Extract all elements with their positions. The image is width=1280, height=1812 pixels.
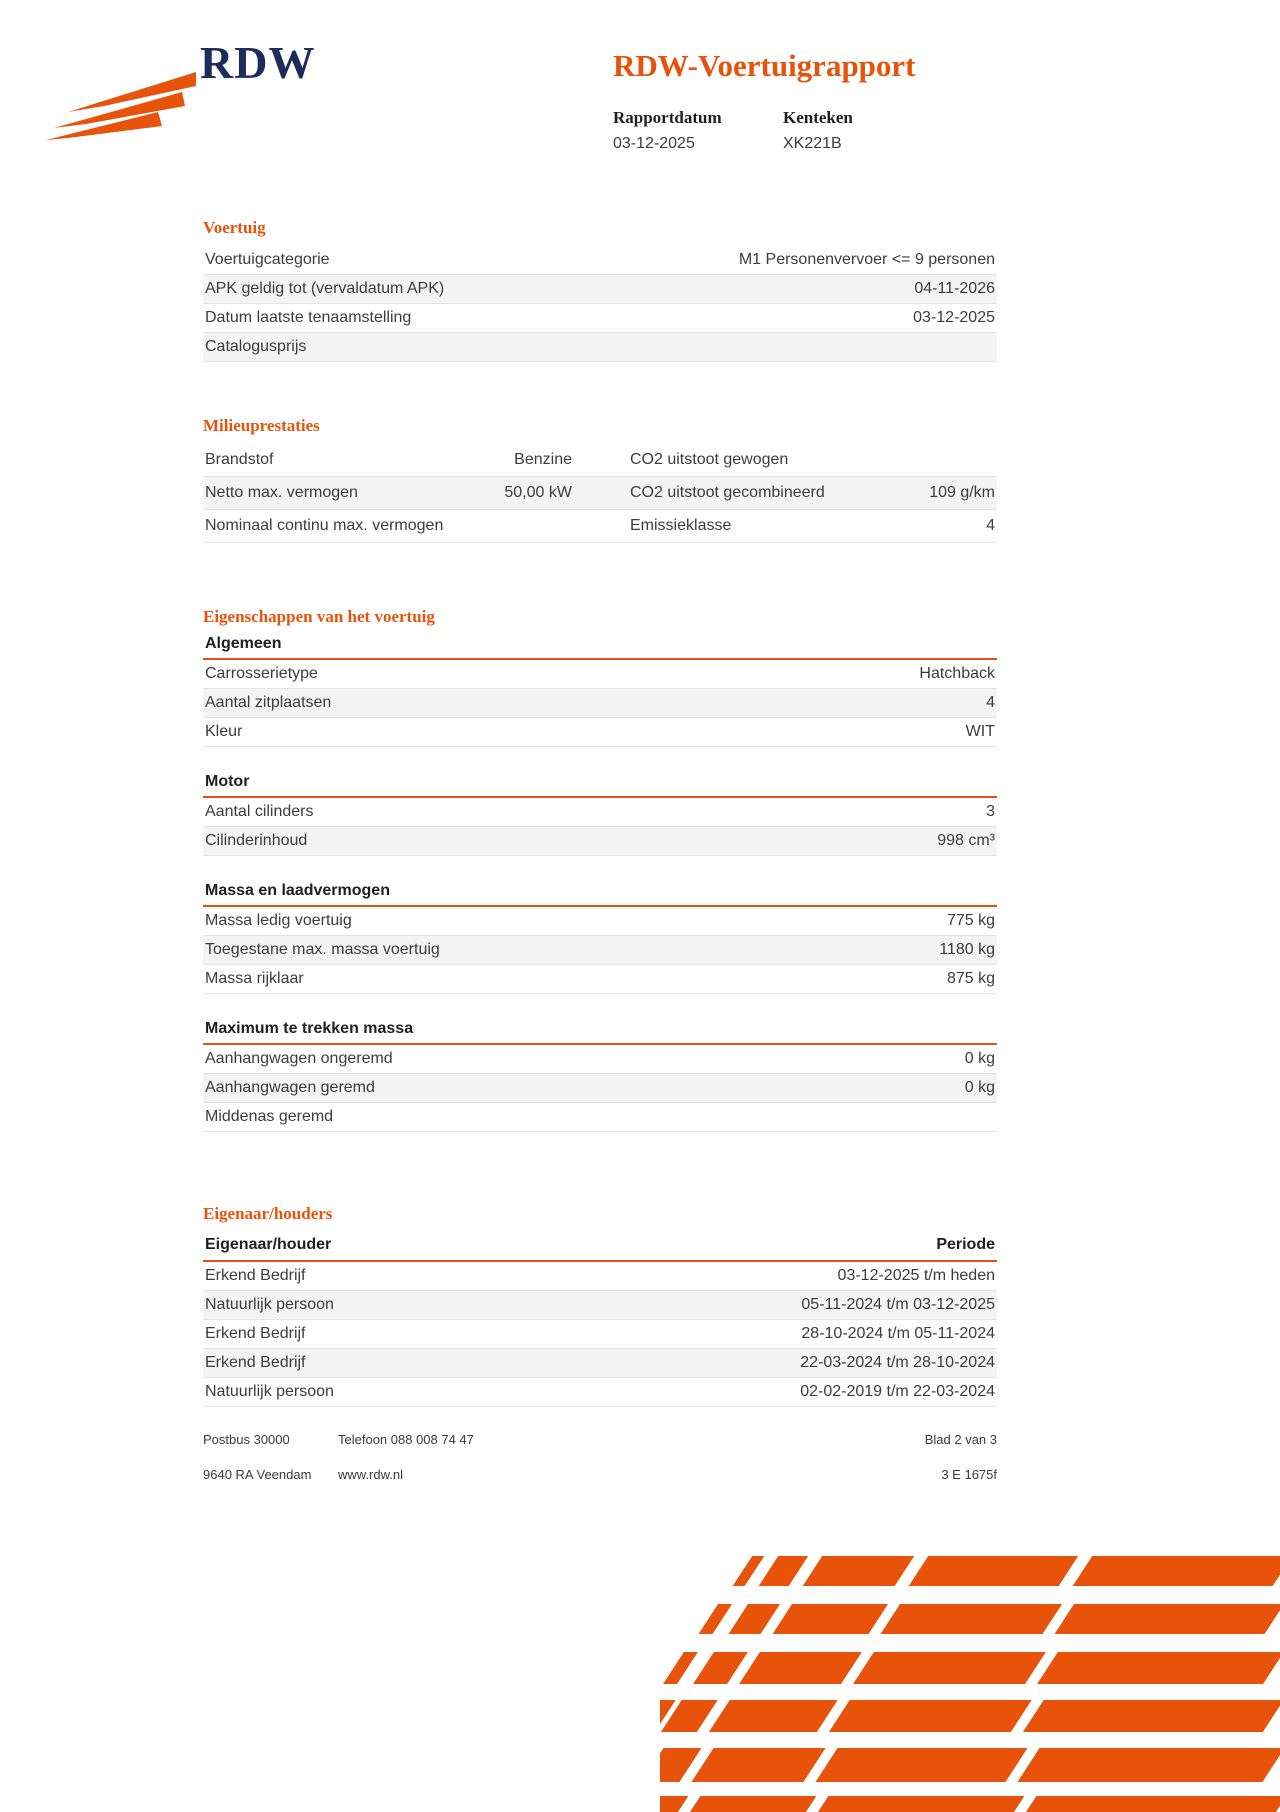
table-row: [203, 477, 997, 510]
table-row: [203, 275, 997, 304]
section-milieuprestaties: [203, 416, 997, 543]
row-label: Carrosserietype: [205, 665, 318, 682]
row-label: APK geldig tot (vervaldatum APK): [205, 280, 445, 297]
row-value: 998 cm³: [937, 832, 995, 849]
row-value: 0 kg: [964, 1079, 995, 1096]
trekken-massa-rows: [203, 1045, 997, 1132]
kenteken-label: Kenteken: [783, 108, 853, 127]
algemeen-rows: [203, 660, 997, 747]
column-header-owner: Eigenaar/houder: [205, 1236, 332, 1253]
row-value: 04-11-2026: [914, 280, 995, 297]
row-label: Brandstof: [205, 451, 274, 468]
section-voertuig-heading: Voertuig: [203, 218, 266, 237]
row-value: 50,00 kW: [504, 484, 572, 501]
row-value: Benzine: [514, 451, 572, 468]
table-row: [203, 1349, 997, 1378]
footer-line: [203, 1432, 997, 1447]
row-value: 03-12-2025: [913, 309, 995, 326]
row-value: 1180 kg: [939, 941, 995, 958]
owner-period: 22-03-2024 t/m 28-10-2024: [800, 1354, 995, 1371]
table-row: [203, 965, 997, 994]
row-label: Aantal cilinders: [205, 803, 314, 820]
table-row: [203, 660, 997, 689]
row-label: Massa rijklaar: [205, 970, 304, 987]
voertuig-rows: [203, 246, 997, 362]
section-voertuig: [203, 218, 997, 362]
row-value: WIT: [965, 723, 995, 740]
table-row: [203, 689, 997, 718]
row-label: Massa ledig voertuig: [205, 912, 352, 929]
row-value: 109 g/km: [929, 484, 995, 501]
row-label: Voertuigcategorie: [205, 251, 330, 268]
table-row: [203, 444, 997, 477]
kenteken-value: XK221B: [783, 135, 842, 152]
owner-period: 02-02-2019 t/m 22-03-2024: [800, 1383, 995, 1400]
table-row: [203, 1378, 997, 1407]
report-date-label: Rapportdatum: [613, 108, 722, 127]
subsection-motor: [203, 773, 997, 856]
subsection-trekken-massa: [203, 1020, 997, 1132]
owner-period: 03-12-2025 t/m heden: [837, 1267, 995, 1284]
row-value: 3: [986, 803, 995, 820]
table-row: [203, 1074, 997, 1103]
subsection-title: Motor: [203, 773, 997, 798]
row-label: CO2 uitstoot gecombineerd: [630, 484, 825, 501]
report-date-value: 03-12-2025: [613, 135, 695, 152]
owner-name: Erkend Bedrijf: [205, 1267, 306, 1284]
row-label: Kleur: [205, 723, 243, 740]
table-row: [203, 1103, 997, 1132]
table-row: [203, 304, 997, 333]
row-label: Catalogusprijs: [205, 338, 307, 355]
section-milieu-heading: Milieuprestaties: [203, 416, 320, 435]
table-row: [203, 1262, 997, 1291]
table-row: [203, 510, 997, 543]
table-row: [203, 1291, 997, 1320]
owner-rows: [203, 1262, 997, 1407]
owner-table-header: [203, 1232, 997, 1262]
rdw-logo-text: RDW: [200, 37, 316, 88]
table-row: [203, 718, 997, 747]
row-label: Aanhangwagen geremd: [205, 1079, 375, 1096]
footer-line: [203, 1467, 997, 1482]
row-value: M1 Personenvervoer <= 9 personen: [738, 251, 995, 268]
milieu-rows: [203, 444, 997, 543]
table-row: [203, 1045, 997, 1074]
owner-name: Erkend Bedrijf: [205, 1325, 306, 1342]
row-label: Aantal zitplaatsen: [205, 694, 332, 711]
table-row: [203, 827, 997, 856]
table-row: [203, 1320, 997, 1349]
footer-city: 9640 RA Veendam: [203, 1467, 312, 1482]
owner-period: 05-11-2024 t/m 03-12-2025: [801, 1296, 995, 1313]
row-label: Toegestane max. massa voertuig: [205, 941, 440, 958]
footer-phone: Telefoon 088 008 74 47: [338, 1432, 474, 1447]
row-value: 0 kg: [964, 1050, 995, 1067]
table-row: [203, 246, 997, 275]
report-footer: [203, 1432, 997, 1502]
table-row: [203, 936, 997, 965]
table-row: [203, 798, 997, 827]
owner-name: Natuurlijk persoon: [205, 1383, 334, 1400]
row-label: Datum laatste tenaamstelling: [205, 309, 412, 326]
report-content: [203, 0, 997, 1407]
table-row: [203, 907, 997, 936]
section-eigenschappen-heading: Eigenschappen van het voertuig: [203, 607, 435, 626]
massa-rows: [203, 907, 997, 994]
footer-form-code: 3 E 1675f: [941, 1467, 997, 1482]
row-label: Netto max. vermogen: [205, 484, 358, 501]
subsection-title: Maximum te trekken massa: [203, 1020, 997, 1045]
motor-rows: [203, 798, 997, 856]
row-label: CO2 uitstoot gewogen: [630, 451, 789, 468]
row-value: 775 kg: [946, 912, 995, 929]
section-eigenaar-heading: Eigenaar/houders: [203, 1204, 333, 1223]
owner-period: 28-10-2024 t/m 05-11-2024: [801, 1325, 995, 1342]
subsection-title: Massa en laadvermogen: [203, 882, 997, 907]
footer-stripes-graphic: [660, 1544, 1280, 1812]
row-label: Cilinderinhoud: [205, 832, 308, 849]
section-eigenschappen: [203, 607, 997, 1132]
footer-postbus: Postbus 30000: [203, 1432, 290, 1447]
page-title: RDW-Voertuigrapport: [613, 48, 916, 83]
rdw-swoosh-icon: [46, 70, 196, 142]
footer-page-indicator: Blad 2 van 3: [924, 1432, 997, 1447]
column-header-period: Periode: [936, 1236, 995, 1253]
row-value: 875 kg: [946, 970, 995, 987]
row-label: Emissieklasse: [630, 517, 732, 534]
table-row: [203, 333, 997, 362]
row-label: Nominaal continu max. vermogen: [205, 517, 444, 534]
row-value: 4: [986, 694, 995, 711]
owner-name: Erkend Bedrijf: [205, 1354, 306, 1371]
section-eigenaar: [203, 1204, 997, 1407]
row-label: Middenas geremd: [205, 1108, 334, 1125]
subsection-title: Algemeen: [203, 635, 997, 660]
row-value: Hatchback: [919, 665, 995, 682]
footer-website: www.rdw.nl: [338, 1467, 404, 1482]
row-label: Aanhangwagen ongeremd: [205, 1050, 393, 1067]
row-value: 4: [986, 517, 995, 534]
subsection-algemeen: [203, 635, 997, 747]
owner-name: Natuurlijk persoon: [205, 1296, 334, 1313]
subsection-massa: [203, 882, 997, 994]
